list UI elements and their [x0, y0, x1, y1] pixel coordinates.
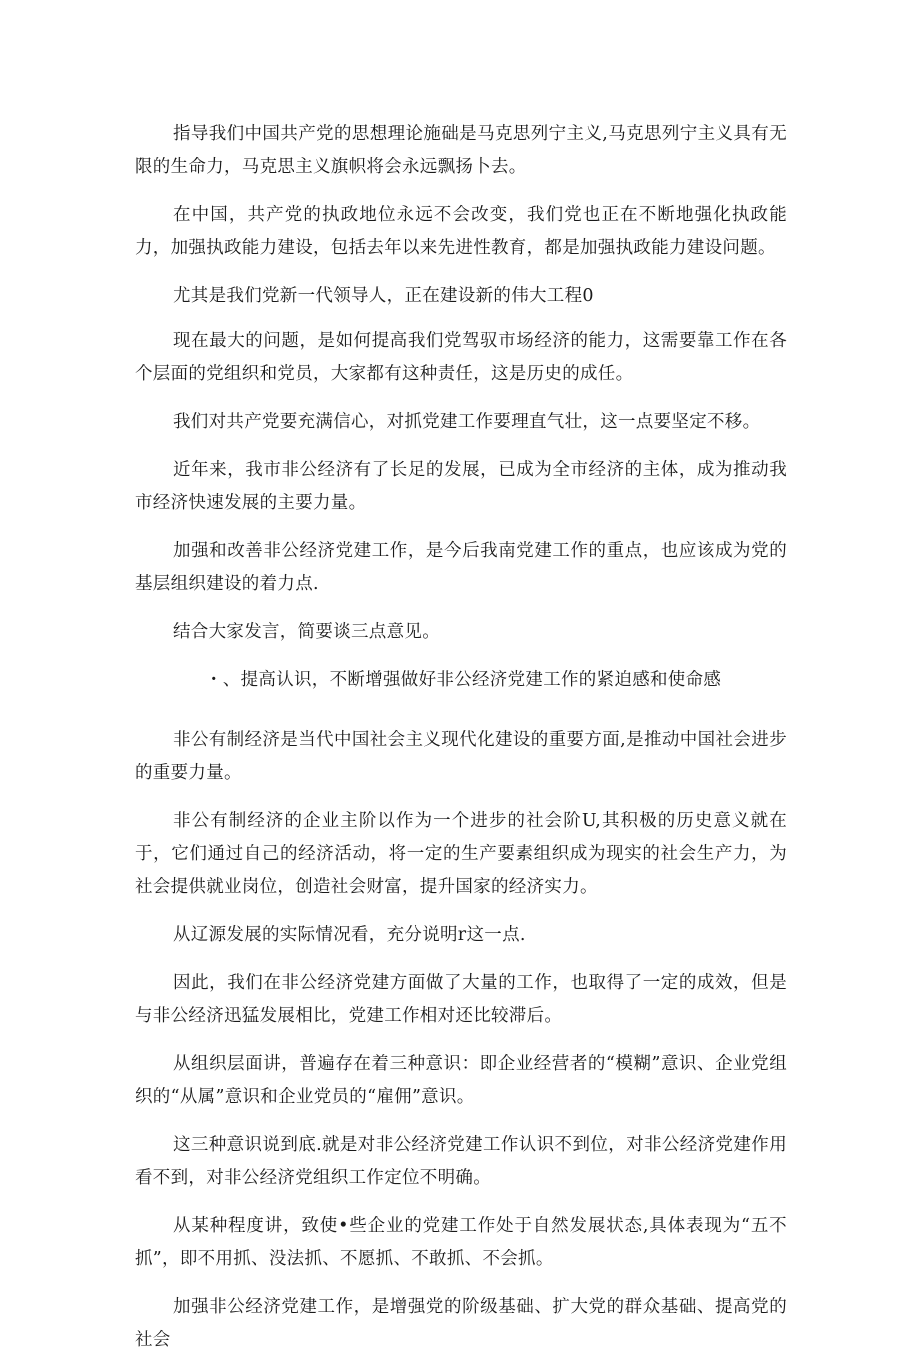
section-heading: ・、提高认识，不断增强做好非公经济党建工作的紧迫感和使命感 [205, 670, 722, 690]
paragraph: 近年来，我市非公经济有了长足的发展，已成为全市经济的主体，成为推动我市经济快速发展的主要力量。 [135, 460, 787, 513]
paragraph: 从辽源发展的实际情况看，充分说明r这一点. [173, 925, 526, 945]
paragraph: 非公有制经济是当代中国社会主义现代化建设的重要方面,是推动中国社会进步的重要力量。 [135, 730, 787, 783]
paragraph: 从组织层面讲，普遍存在着三种意识：即企业经营者的“模糊”意识、企业党组织的“从属”意识和企业党员的“雇佣”意识。 [135, 1054, 787, 1107]
paragraph: 非公有制经济的企业主阶以作为一个进步的社会阶U,其积极的历史意义就在于，它们通过自己的经济活动，将一定的生产要素组织成为现实的社会生产力，为社会提供就业岗位，创造社会财富，提升国家的经济实力。 [135, 811, 787, 897]
paragraph: 加强非公经济党建工作，是增强党的阶级基础、扩大党的群众基础、提高党的社会 [135, 1297, 787, 1350]
paragraph: 尤其是我们党新一代领导人，正在建设新的伟大工程0 [173, 286, 594, 306]
paragraph: 因此，我们在非公经济党建方面做了大量的工作，也取得了一定的成效，但是与非公经济迅猛发展相比，党建工作相对还比较滞后。 [135, 973, 787, 1026]
paragraph: 现在最大的问题，是如何提高我们党驾驭市场经济的能力，这需要靠工作在各个层面的党组织和党员，大家都有这种责任，这是历史的成任。 [135, 331, 787, 384]
paragraph: 结合大家发言，简要谈三点意见。 [173, 622, 440, 642]
paragraph: 指导我们中国共产党的思想理论施础是马克思列宁主义,马克思列宁主义具有无限的生命力，马克思主义旗帜将会永远飘扬卜去。 [135, 124, 787, 177]
paragraph: 我们对共产党要充满信心，对抓党建工作要理直气壮，这一点要坚定不移。 [173, 412, 761, 432]
paragraph: 从某种程度讲，致使•些企业的党建工作处于自然发展状态,具体表现为“五不抓”，即不用抓、没法抓、不愿抓、不敢抓、不会抓。 [135, 1216, 787, 1269]
paragraph: 这三种意识说到底.就是对非公经济党建工作认识不到位，对非公经济党建作用看不到，对非公经济党组织工作定位不明确。 [135, 1135, 787, 1188]
paragraph: 加强和改善非公经济党建工作，是今后我南党建工作的重点，也应该成为党的基层组织建设的着力点. [135, 541, 787, 594]
document-body [135, 118, 787, 1372]
paragraph: 在中国，共产党的执政地位永远不会改变，我们党也正在不断地强化执政能力，加强执政能力建设，包括去年以来先进性教育，都是加强执政能力建设问题。 [135, 205, 787, 258]
